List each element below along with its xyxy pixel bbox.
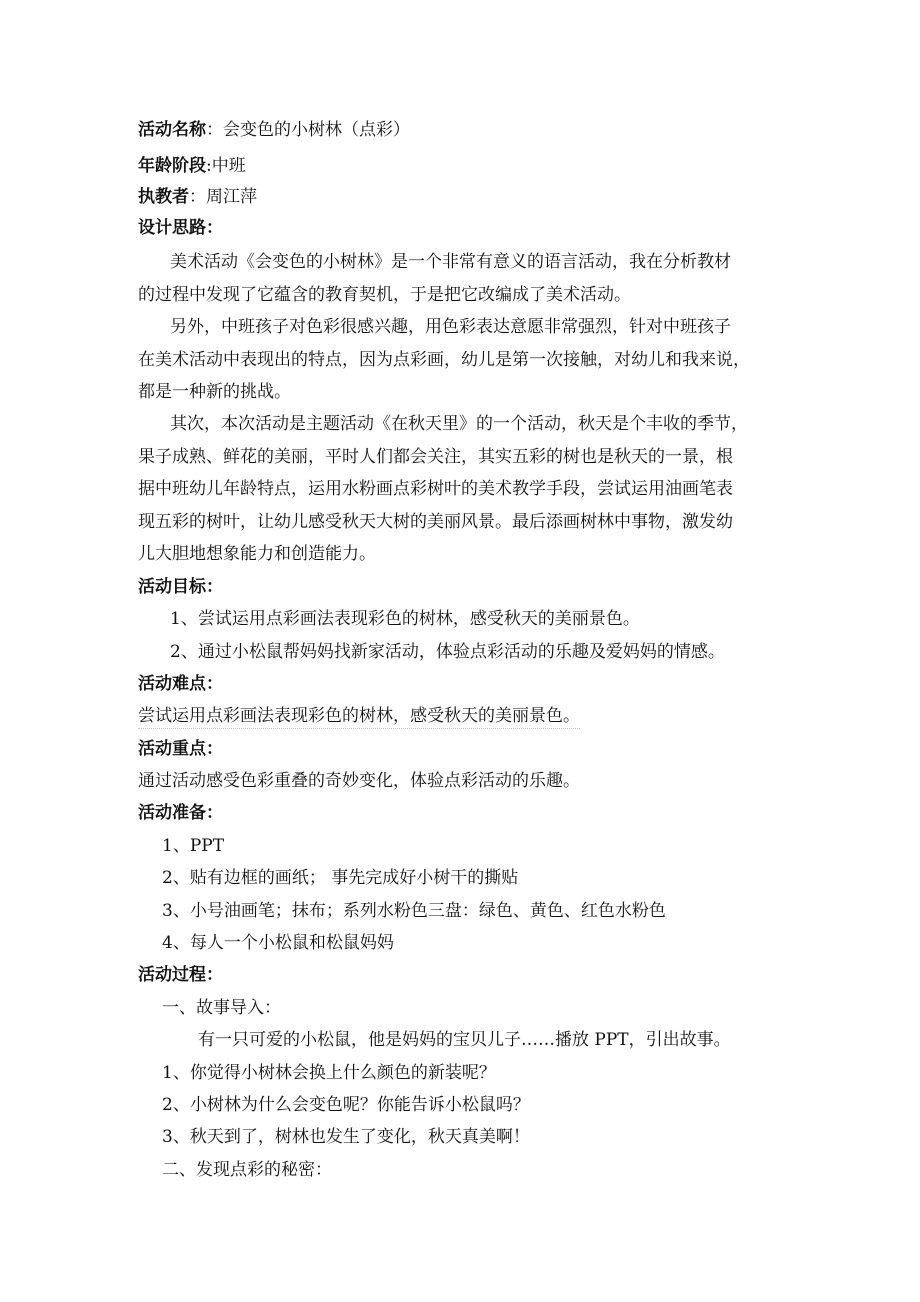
process-question: 3、秋天到了，树林也发生了变化，秋天真美啊！ — [162, 1127, 530, 1147]
key-point-text: 通过活动感受色彩重叠的奇妙变化，体验点彩活动的乐趣。 — [138, 771, 580, 791]
design-p1-line: 美术活动《会变色的小树林》是一个非常有意义的语言活动，我在分析教材 — [170, 252, 731, 272]
age-value: :中班 — [206, 156, 246, 176]
design-p3-line: 儿大胆地想象能力和创造能力。 — [138, 544, 376, 564]
teacher-line — [138, 185, 257, 209]
prep-item: 1、PPT — [162, 836, 225, 856]
prep-item: 3、小号油画笔；抹布；系列水粉色三盘：绿色、黄色、红色水粉色 — [162, 901, 666, 921]
process-question: 2、小树林为什么会变色呢？你能告诉小松鼠吗？ — [162, 1095, 530, 1115]
key-point-heading: 活动重点： — [138, 739, 223, 759]
design-p2-line: 另外，中班孩子对色彩很感兴趣，用色彩表达意愿非常强烈，针对中班孩子 — [170, 317, 731, 337]
process-section-title: 二、发现点彩的秘密： — [162, 1160, 332, 1180]
design-p2-line: 都是一种新的挑战。 — [138, 382, 291, 402]
design-p3-line: 现五彩的树叶，让幼儿感受秋天大树的美丽风景。最后添画树林中事物，激发幼 — [138, 512, 733, 532]
design-heading: 设计思路： — [138, 218, 223, 238]
design-p1-line: 的过程中发现了它蕴含的教育契机，于是把它改编成了美术活动。 — [138, 285, 631, 305]
age-line — [138, 154, 246, 178]
activity-name-line — [138, 118, 410, 142]
goal-item: 2、通过小松鼠帮妈妈找新家活动，体验点彩活动的乐趣及爱妈妈的情感。 — [170, 642, 725, 662]
process-question: 1、你觉得小树林会换上什么颜色的新装呢？ — [162, 1063, 496, 1083]
prep-item: 2、贴有边框的画纸； 事先完成好小树干的撕贴 — [162, 868, 519, 888]
activity-name-label: 活动名称 — [138, 120, 206, 140]
teacher-value: ：周江萍 — [189, 187, 257, 207]
process-story-intro: 有一只可爱的小松鼠，他是妈妈的宝贝儿子……播放 PPT，引出故事。 — [198, 1030, 731, 1050]
design-p3-line: 据中班幼儿年龄特点，运用水粉画点彩树叶的美术教学手段，尝试运用油画笔表 — [138, 479, 733, 499]
activity-name-value: ：会变色的小树林（点彩） — [206, 120, 410, 140]
preparation-heading: 活动准备： — [138, 803, 223, 823]
design-p3-line: 其次，本次活动是主题活动《在秋天里》的一个活动，秋天是个丰收的季节， — [170, 414, 748, 434]
goal-item: 1、尝试运用点彩画法表现彩色的树林，感受秋天的美丽景色。 — [170, 609, 640, 629]
teacher-label: 执教者 — [138, 187, 189, 207]
design-p2-line: 在美术活动中表现出的特点，因为点彩画，幼儿是第一次接触，对幼儿和我来说， — [138, 350, 750, 370]
age-label: 年龄阶段 — [138, 156, 206, 176]
goals-heading: 活动目标： — [138, 577, 223, 597]
difficulty-heading: 活动难点： — [138, 674, 223, 694]
difficulty-text: 尝试运用点彩画法表现彩色的树林，感受秋天的美丽景色。 — [138, 704, 580, 729]
design-p3-line: 果子成熟、鲜花的美丽，平时人们都会关注，其实五彩的树也是秋天的一景，根 — [138, 447, 733, 467]
process-section-title: 一、故事导入： — [162, 998, 281, 1018]
process-heading: 活动过程： — [138, 965, 223, 985]
prep-item: 4、每人一个小松鼠和松鼠妈妈 — [162, 933, 394, 953]
